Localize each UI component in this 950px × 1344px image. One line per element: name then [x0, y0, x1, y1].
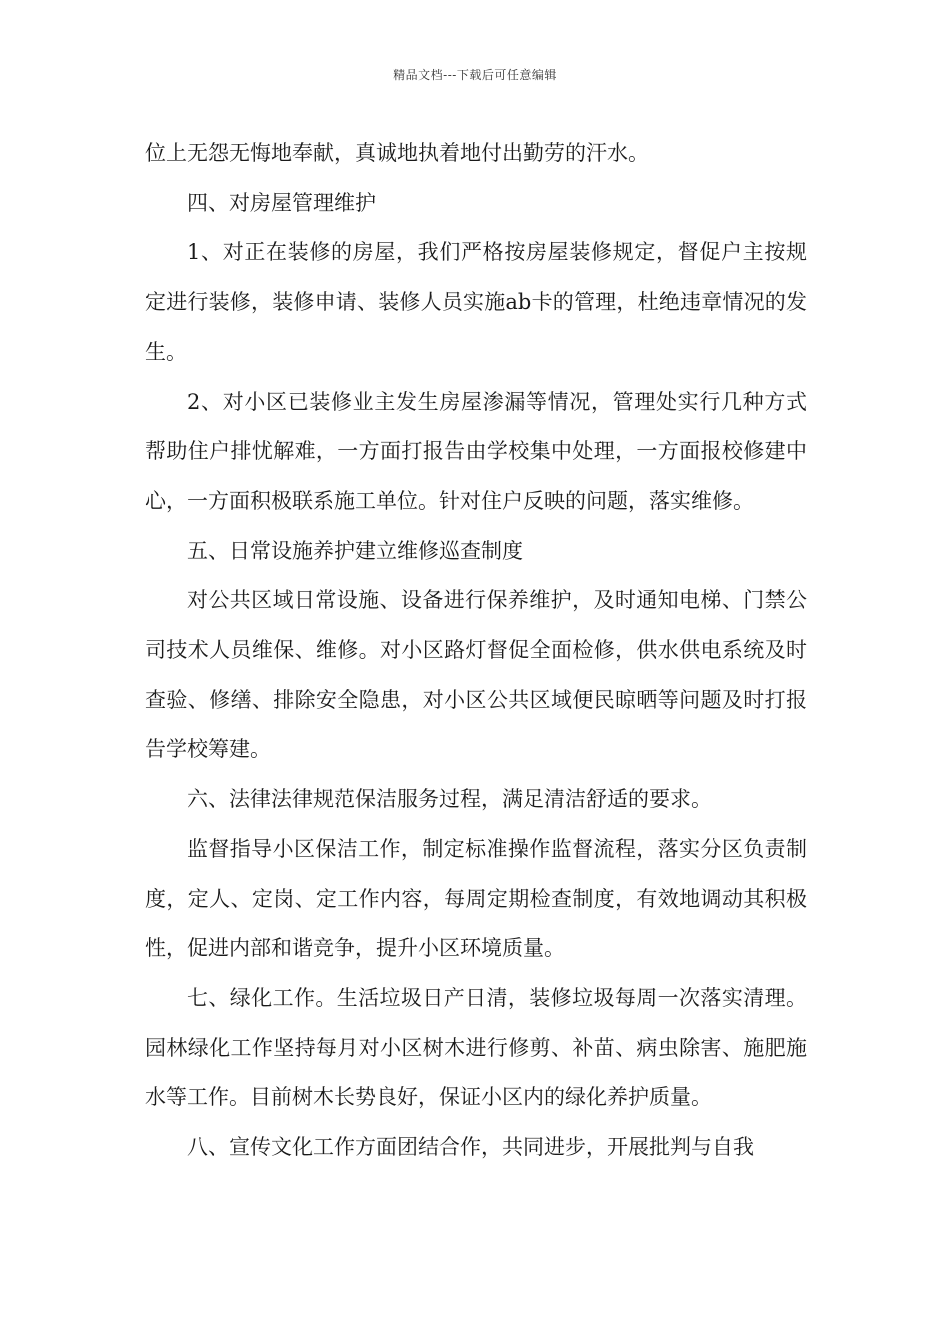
section-heading-5: 五、日常设施养护建立维修巡查制度 — [187, 538, 523, 563]
document-body — [145, 129, 807, 1173]
page-header: 精品文档---下载后可任意编辑 — [393, 68, 557, 82]
paragraph: 对公共区域日常设施、设备进行保养维护，及时通知电梯、门禁公司技术人员维保、维修。对小区路灯督促全面检修，供水供电系统及时查验、修缮、排除安全隐患，对小区公共区域便民晾晒等问题及时打报告学校筹建。 — [145, 588, 807, 762]
paragraph: 监督指导小区保洁工作，制定标准操作监督流程，落实分区负责制度，定人、定岗、定工作内容，每周定期检查制度，有效地调动其积极性，促进内部和谐竞争，提升小区环境质量。 — [145, 836, 807, 961]
section-heading-4: 四、对房屋管理维护 — [187, 190, 376, 215]
section-heading-7: 七、绿化工作。生活垃圾日产日清，装修垃圾每周一次落实清理。园林绿化工作坚持每月对小区树木进行修剪、补苗、病虫除害、施肥施水等工作。目前树木长势良好，保证小区内的绿化养护质量。 — [145, 985, 807, 1110]
paragraph: 1、对正在装修的房屋，我们严格按房屋装修规定，督促户主按规定进行装修，装修申请、装修人员实施ab卡的管理，杜绝违章情况的发生。 — [145, 240, 807, 364]
section-heading-6: 六、法律法律规范保洁服务过程，满足清洁舒适的要求。 — [187, 787, 712, 812]
paragraph: 2、对小区已装修业主发生房屋渗漏等情况，管理处实行几种方式帮助住户排忧解难，一方面打报告由学校集中处理，一方面报校修建中心，一方面积极联系施工单位。针对住户反映的问题，落实维修。 — [145, 389, 807, 513]
paragraph-continuation: 位上无怨无悔地奉献，真诚地执着地付出勤劳的汗水。 — [145, 141, 649, 165]
section-heading-8: 八、宣传文化工作方面团结合作，共同进步，开展批判与自我 — [187, 1135, 754, 1160]
